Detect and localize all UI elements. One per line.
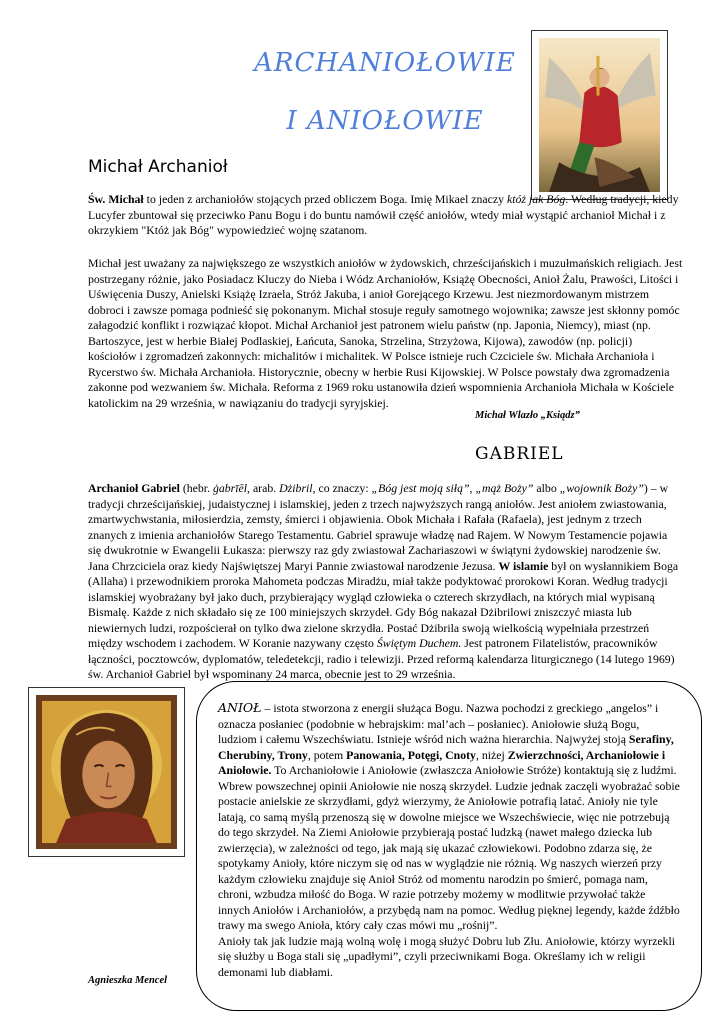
gabriel-hebrew: ġabrīēl xyxy=(212,481,248,495)
angel-hierarchy-1: Serafiny, Cherubiny, Trony xyxy=(218,732,674,762)
gabriel-text-c: , co znaczy: xyxy=(312,481,372,495)
page-title-line2: I ANIOŁOWIE xyxy=(286,106,484,136)
angel-drop-title: ANIOŁ xyxy=(218,700,262,715)
archangel-michael-picture xyxy=(539,38,660,192)
michal-name-meaning: któż jak Bóg xyxy=(506,192,566,206)
michael-image xyxy=(531,30,668,200)
angel-text-e: Anioły tak jak ludzie mają wolną wolę i mogą służyć Dobru lub Złu. Aniołowie, którzy wyrzekli się służby u Boga stali się „upadłymi”, czyli przeciwnikami Boga. Określamy ich w religii demonami lub diabłami. xyxy=(218,933,676,979)
gabriel-text-h: Jest patronem Filatelistów, pracowników łączności, pocztowców, dyplomatów, teledetekcji, radio i telewizji. Przed reformą kalendarza liturgicznego (14 lutego 1969) św. Archanioł Gabriel był wspominany 24 marca, obecnie jest to 29 września. xyxy=(88,636,675,681)
gabriel-paragraph xyxy=(88,481,683,683)
gabriel-text-b: , arab. xyxy=(247,481,280,495)
gabriel-islam-lead: W islamie xyxy=(498,558,549,573)
gabriel-image xyxy=(28,687,185,857)
angel-text-d: To Archaniołowie i Aniołowie (zwłaszcza Aniołowie Stróże) kontaktują się z ludźmi. Wbrew powszechnej opinii Aniołowie nie noszą skrzydeł. Ludzie jednak zaczęli wyobrażać sobie postacie anielskie ze skrzydłami, gdyż wierzymy, że Aniołowie potrafią latać. Anioły nie tyle latają, co samą myślą przenoszą się w dowolne miejsce we Wszechświecie, więc nie potrzebują do tego skrzydeł. Na Ziemi Aniołowie przybierają postać ludzką (nawet małego dziecka lub zwierzęcia), w zależności od tego, jak mają się ukazać człowiekowi. Podobno zdarza się, że spotykamy Anioły, które niczym się od nas w wyglądzie nie różnią. Wg naszych wierzeń przy każdym człowieku znajduje się Anioł Stróż od momentu narodzin po śmierć, pomaga nam, chroni, wzbudza miłość do Boga. W razie potrzeby możemy w modlitwie przywołać także innych Aniołów i Archaniołów, a przybędą nam na pomoc. Według pięknej legendy, każde źdźbło trawy ma swego Anioła, który cały czas mówi mu „rośnij”. xyxy=(218,763,680,932)
michal-text-b: . Według tradycji, kiedy Lucyfer zbuntował się przeciwko Panu Bogu i do buntu namówił część aniołów, wtedy miał wystąpić archanioł Michał i z okrzykiem "Któż jak Bóg" wypowiedzieć wojnę szatanom. xyxy=(88,192,679,237)
angel-text-c: , niżej xyxy=(475,747,508,762)
gabriel-text-d: , xyxy=(469,481,476,495)
michal-signature: Michał Wlazło „Ksiądz” xyxy=(475,410,580,421)
angel-text-a: – istota stworzona z energii służąca Bogu. Nazwa pochodzi z greckiego „angelos” i oznacza posłaniec (podobnie w hebrajskim: mal’ach – posłaniec). Aniołowie służą Bogu, ludziom i całemu Wszechświatu. Istnieje wśród nich ważna hierarchia. Najwyżej stoją xyxy=(218,701,659,746)
angel-signature: Agnieszka Mencel xyxy=(88,975,168,986)
michal-text-a: to jeden z archaniołów stojących przed obliczem Boga. Imię Mikael znaczy xyxy=(143,192,507,206)
gabriel-heading: GABRIEL xyxy=(475,444,564,464)
gabriel-text-g: był on wysłannikiem Boga (Allaha) i przewodnikiem proroka Mahometa podczas Miradżu, miał także podyktować prorokowi Koran. Według tradycji islamskiej wyobrażany był jako duch, przybierający wygląd człowieka o czterech skrzydłach, na których mial wypisaną Bismalę. Każde z nich składało się ze 100 miniejszych skrzydeł. Gdy Bóg nakazał Dżibrilowi zniszczyć miasta lub niewiernych ludzi, rozpościerał on tylko dwa zielone skrzydła. Postać Dżibrila swoją wielkością wypełniała przestrzeń między wschodem i zachodem. W Koranie nazywany często xyxy=(88,558,679,650)
gabriel-meaning-2: „mąż Boży” xyxy=(475,481,534,495)
michal-lead: Św. Michał xyxy=(88,192,144,206)
angel-hierarchy-2: Panowania, Potęgi, Cnoty xyxy=(346,747,476,762)
gabriel-text-f: ) – w tradycji chrześcijańskiej, judaistycznej i islamskiej, jeden z trzech najwyższych rangą aniołów. Jest aniołem zwiastowania, zmartwychwstania, miłosierdzia, zemsty, śmierci i objawienia. Obok Michała i Rafała (Rafaela), jest jednym z trzech znanych z imienia archaniołów Starego Testamentu. Gabriel sprawuje władzę nad Rajem. W Nowym Testamencie pojawia się dwukrotnie w Ewangelii Łukasza: pierwszy raz gdy zwiastował Zachariaszowi w świątyni żydowskiej narodzenie św. Jana Chrzciciela oraz kiedy Najświętszej Maryi Pannie zwiastował narodzenie Jezusa. xyxy=(88,481,669,573)
gabriel-arabic: Dżibril xyxy=(279,481,313,495)
michal-paragraph-2: Michał jest uważany za największego ze wszystkich aniołów w żydowskich, chrześcijańskich i muzułmańskich religiach. Jest postrzegany różnie, jako Posiadacz Kluczy do Nieba i Wódz Archaniołów, Książę Obecności, Anioł Żalu, Prawości, Litości i Uświęcenia Duszy, Anielski Książę Izraela, Stróż Jakuba, i anioł Gorejącego Krzewu. Jest niezmordowanym mistrzem dobroci i zawsze pomaga podnieść się pokonanym. Michał stosuje reguły samotnego wojownika; zawsze jest skłonny pomóc załagodzić konflikt i rozwiązać kłopot. Michał Archanioł jest patronem wielu państw (np. Japonia, Niemcy), miast (np. Bartoszyce, jest w herbie Białej Podlaskiej, Łańcuta, Sanoka, Strzelina, Strzyżowa, Kijowa), zawodów (np. policji) kościołów i zgromadzeń zakonnych: michalitów i michalitek. W Polsce istnieje ruch Czciciele św. Michała Archanioła i Rycerstwo św. Michała Archanioła. Historycznie, obecny w herbie Rusi Kijowskiej. W Polsce powstały dwa zgromadzenia zakonne pod wezwaniem św. Michała. Reforma z 1969 roku ustanowiła dzień wspomnienia Archanioła Michała w Kościele katolickim na 29 września, w nawiązaniu do tradycji syryjskiej. xyxy=(88,256,683,410)
angel-text-b: , potem xyxy=(307,747,347,762)
gabriel-lead: Archanioł Gabriel xyxy=(88,481,180,495)
angel-paragraph xyxy=(218,700,680,980)
gabriel-text-e: albo xyxy=(533,481,560,495)
angel-hierarchy-3: Zwierzchności, Archaniołowie i Aniołowie. xyxy=(218,747,666,777)
gabriel-meaning-3: „wojownik Boży” xyxy=(559,481,644,495)
gabriel-text-a: (hebr. xyxy=(179,481,213,495)
michal-paragraph-1 xyxy=(88,192,683,239)
page-title-line1: ARCHANIOŁOWIE xyxy=(254,48,516,78)
archangel-gabriel-icon-picture xyxy=(36,695,177,849)
gabriel-holy-spirit: Świętym Duchem. xyxy=(376,636,462,650)
gabriel-meaning-1: „Bóg jest moją siłą” xyxy=(371,481,470,495)
michal-heading: Michał Archanioł xyxy=(88,157,228,177)
